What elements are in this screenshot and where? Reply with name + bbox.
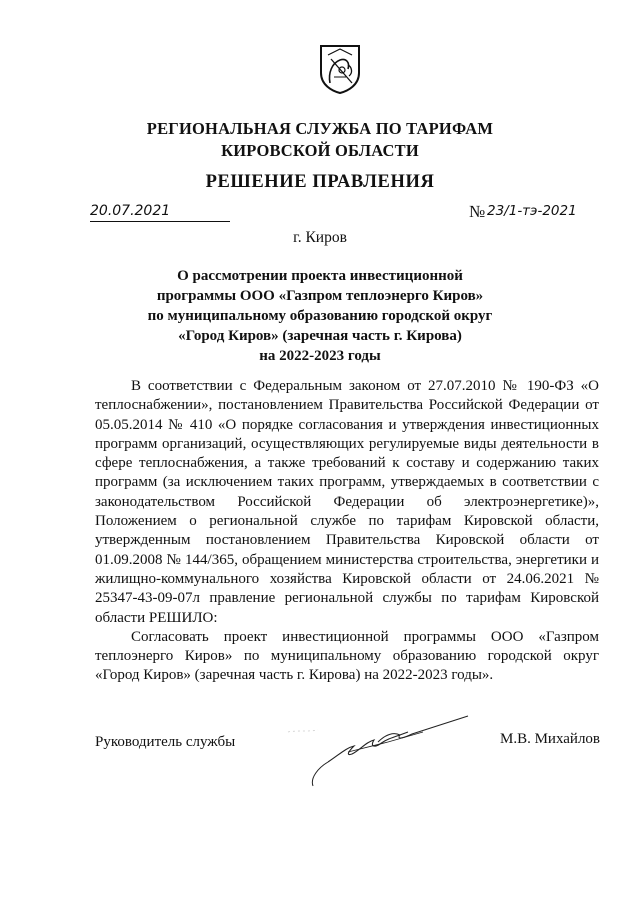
org-line-2: КИРОВСКОЙ ОБЛАСТИ (221, 141, 419, 160)
paragraph-1-text: В соответствии с Федеральным законом от 27.07.2010 № 190-ФЗ «О теплоснабжении», постановлением Правительства Российской Федерации от 05.05.2014 № 410 «О порядке согласования и утверждения инвестиционных программ организаций, осуществляющих регулируемые виды деятельности в сфере теплоснабжения, а также требований к составу и содержанию таких программ (за исключением таких программ, утверждаемых в соответствии с законодательством Российской Федерации об электроэнергетике)», Положением о региональной службе по тарифам Кировской области, утвержденным постановлением Правительства Кировской области от 01.09.2008 № 144/365, обращением министерства строительства, энергетики и жилищно-коммунального хозяйства Кировской области от 24.06.2021 № 25347-43-09-07л правление региональной службы по тарифам Кировской области (95, 378, 599, 626)
subject-line: на 2022-2023 годы (259, 348, 381, 364)
city: г. Киров (293, 229, 347, 246)
subject-line: О рассмотрении проекта инвестиционной (177, 268, 463, 284)
subject-line: по муниципальному образованию городской округ (147, 308, 493, 324)
number-label: № (469, 202, 486, 221)
signatory-name: М.В. Михайлов (500, 731, 601, 747)
document-number: 23/1-тэ-2021 (487, 203, 577, 219)
coat-of-arms-icon (318, 43, 362, 95)
subject-line: «Город Киров» (заречная часть г. Кирова) (178, 328, 462, 344)
document-date: 20.07.2021 (90, 203, 230, 222)
body-paragraph-2: Согласовать проект инвестиционной программы ООО «Газпром теплоэнерго Киров» по муниципальному образованию городской округ «Город Киров» (заречная часть г. Кирова) на 2022-2023 годы». (95, 628, 599, 684)
org-line-1: РЕГИОНАЛЬНАЯ СЛУЖБА ПО ТАРИФАМ (146, 119, 494, 138)
document-body (95, 377, 599, 686)
body-paragraph-1 (95, 377, 599, 628)
organization-name (0, 118, 640, 162)
document-subject (120, 266, 520, 366)
signatory-title: Руководитель службы (95, 734, 236, 750)
decided-keyword: РЕШИЛО: (148, 609, 218, 626)
document-type: РЕШЕНИЕ ПРАВЛЕНИЯ (205, 172, 435, 192)
handwritten-signature-icon (228, 702, 478, 788)
subject-line: программы ООО «Газпром теплоэнерго Киров» (156, 288, 484, 304)
